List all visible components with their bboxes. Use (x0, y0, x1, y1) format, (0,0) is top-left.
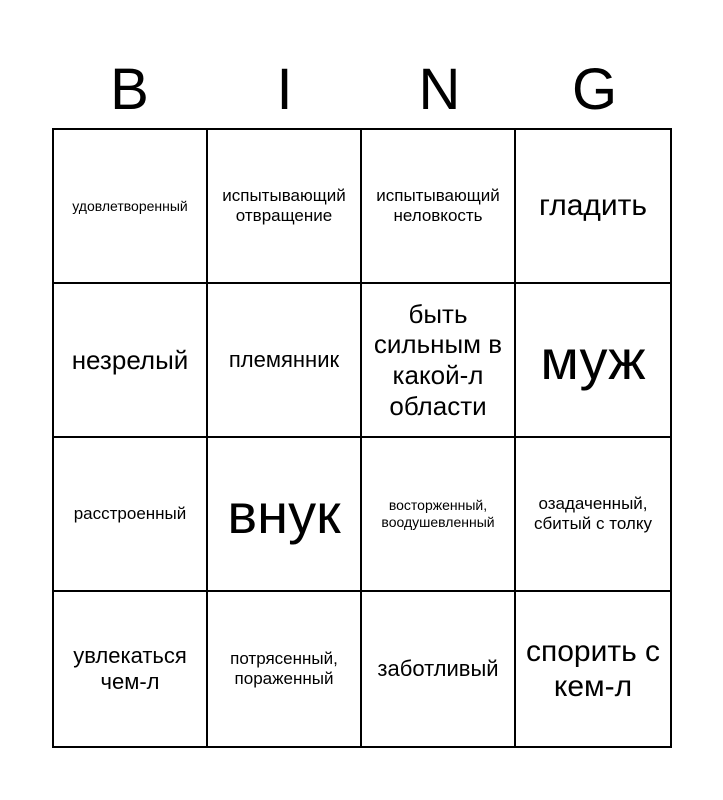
bingo-cell[interactable] (208, 592, 362, 746)
cell-text: быть сильным в какой-л области (373, 298, 503, 421)
cell-text: незрелый (71, 344, 189, 375)
header-letter-b: B (110, 57, 149, 122)
header-letter-n: N (418, 57, 461, 122)
bingo-cell[interactable] (516, 438, 670, 592)
cell-text: испытывающий отвращение (222, 185, 346, 225)
bingo-header (52, 54, 672, 126)
cell-text: муж (540, 328, 646, 391)
cell-text: восторженный, воодушевленный (381, 497, 495, 530)
cell-text: внук (227, 482, 341, 545)
bingo-cell[interactable] (54, 130, 208, 284)
cell-text: испытывающий неловкость (376, 185, 500, 225)
bingo-cell[interactable] (362, 130, 516, 284)
bingo-cell[interactable] (516, 592, 670, 746)
cell-text: спорить с кем-л (525, 634, 661, 703)
bingo-cell[interactable] (54, 438, 208, 592)
bingo-cell[interactable] (362, 592, 516, 746)
bingo-cell[interactable] (54, 592, 208, 746)
cell-text: увлекаться чем-л (73, 643, 187, 694)
cell-text: удовлетворенный (72, 197, 188, 214)
cell-text: расстроенный (73, 503, 187, 523)
bingo-cell[interactable] (516, 130, 670, 284)
bingo-cell[interactable] (208, 130, 362, 284)
bingo-cell[interactable] (362, 438, 516, 592)
header-letter-g: G (571, 57, 618, 122)
cell-text: племянник (228, 347, 340, 373)
bingo-cell[interactable] (362, 284, 516, 438)
bingo-cell[interactable] (516, 284, 670, 438)
bingo-board (52, 128, 672, 748)
header-letter-i: I (276, 57, 293, 122)
bingo-cell[interactable] (208, 438, 362, 592)
bingo-cell[interactable] (208, 284, 362, 438)
cell-text: озадаченный, сбитый с толку (534, 493, 652, 533)
cell-text: заботливый (377, 656, 499, 682)
cell-text: гладить (538, 189, 648, 223)
cell-text: потрясенный, пораженный (230, 648, 338, 688)
bingo-cell[interactable] (54, 284, 208, 438)
